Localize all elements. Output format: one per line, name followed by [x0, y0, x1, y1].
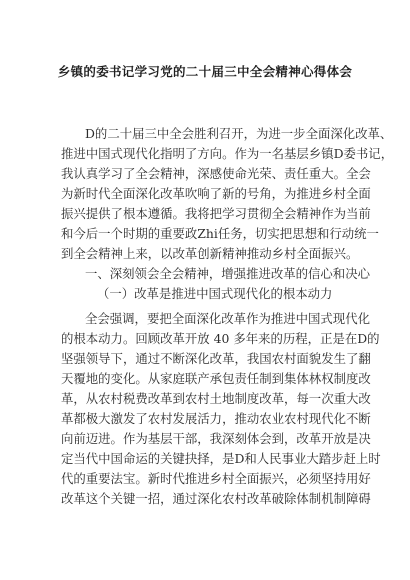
paragraph-1-line: 和今后一个时期的重要政Zhi任务，切实把思想和行动统一 [61, 226, 379, 241]
paragraph-1-line: 推进中国式现代化指明了方向。作为一名基层乡镇D委书记， [61, 146, 394, 161]
paragraph-2-line: 革都极大激发了农村发展活力，推动农业农村现代化不断 [61, 411, 371, 426]
document-title: 乡镇的委书记学习党的二十届三中全会精神心得体会 [57, 64, 353, 79]
paragraph-2-line: 代的重要法宝。新时代推进乡村全面振兴，必须坚持用好 [61, 471, 371, 486]
section-1-heading: 一、深刻领会全会精神，增强推进改革的信心和决心 [85, 266, 370, 281]
paragraph-1-line: 为新时代全面深化改革吹响了新的号角，为推进乡村全面 [61, 186, 371, 201]
paragraph-2-line: 坚强领导下，通过不断深化改革，我国农村面貌发生了翻 [61, 351, 371, 366]
paragraph-2-line: 革，从农村税费改革到农村土地制度改革，每一次重大改 [61, 391, 371, 406]
paragraph-1-line: D的二十届三中全会胜利召开，为进一步全面深化改革、 [85, 126, 393, 141]
paragraph-2-line: 向前迈进。作为基层干部，我深刻体会到，改革开放是决 [61, 431, 371, 446]
paragraph-2-line: 定当代中国命运的关键抉择，是D和人民事业大踏步赶上时 [61, 451, 381, 466]
paragraph-2-line: 改革这个关键一招，通过深化农村改革破除体制机制障碍 [61, 491, 371, 506]
paragraph-1-line: 到全会精神上来，以改革创新精神推动乡村全面振兴。 [61, 246, 359, 261]
paragraph-2-line: 的根本动力。回顾改革开放 40 多年来的历程，正是在D的 [61, 331, 380, 346]
subsection-1-heading: （一）改革是推进中国式现代化的根本动力 [97, 286, 333, 301]
paragraph-2-line: 天覆地的变化。从家庭联产承包责任制到集体林权制度改 [61, 371, 371, 386]
paragraph-1-line: 我认真学习了全会精神，深感使命光荣、责任重大。全会 [61, 166, 371, 181]
paragraph-2-line: 全会强调，要把全面深化改革作为推进中国式现代化 [85, 311, 370, 326]
paragraph-1-line: 振兴提供了根本遵循。我将把学习贯彻全会精神作为当前 [61, 206, 371, 221]
